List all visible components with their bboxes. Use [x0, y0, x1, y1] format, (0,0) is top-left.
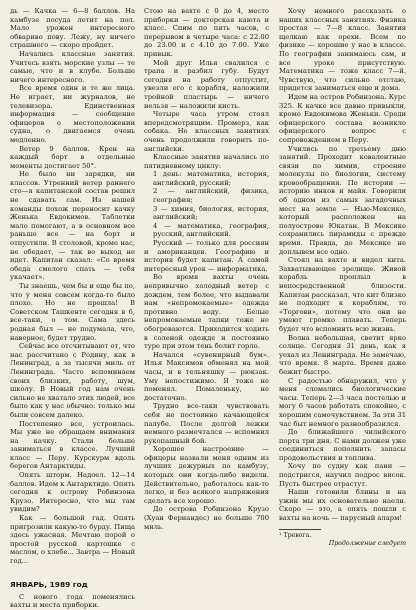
column-right [279, 7, 406, 548]
schedule-item: 1 день: математика, история, английский, русский; [153, 170, 269, 187]
paragraph: Опять шторм. Надоел. 12—14 баллов. Идем к Антарктиде. Опять сегодня к острову Робинзона Крузо. Интересно, что мы там увидим? [10, 471, 135, 514]
paragraph: Ты знаешь, чем бы и еще бы по, что у меня совсем когда-то было плохо. Но не прошла! В Советском Ташкенте сегодня в 6, все-таки, о том. Сама здесь родная был — не подумала, что, наверное, будет трудно. [10, 282, 135, 342]
paragraph: Во время вахты очень непривычно холодный ветер с дождем, тем более, что выдавали нам «непромокаемые» одежда противно воду. Белые непромокаемые тапки тоже не обогреваются. Приходится ходить в соленой одежде и постоянно туре при этом тень болит горло. [144, 273, 269, 351]
paragraph: До острова Робинзона Крузо (Хуан Фернандес) не больше 700 миль. [144, 505, 269, 531]
paragraph: Наши готовили блины и на ужин мы их основательно наели. Скоро — это, а опять пошли с вахты на ночь — парусный аларм! [279, 488, 406, 523]
paragraph: Хорошее настроение — офицеры назвали меня одним из лучших дежурных по камбузу, которых они когда-либо видели. Действительно, работалось как-то легко, и без всякого напряжения сделать все хорошо. [144, 445, 269, 505]
paragraph: Как — большой гад. Опять пригрозили какую-то бурду. Пища здесь ужасная. Мечтаю порой о простой русской картошке с маслом, о хлебе... Завтра — Новый год... [10, 514, 135, 565]
paragraph: Трудно все-таки чувствовать себя не постоянно качающейся палубе. После долгой лежки немного размечтался — вспомнил рукопашный бой. [144, 402, 269, 445]
paragraph: Русский — только для россиян и американцев. Географию и история будет капитан. А самой интересный урок — информатика. [144, 239, 269, 273]
paragraph: С нового года поменялись вахты и места приборки. [10, 592, 135, 610]
paragraph: Ветер 9 баллов. Крен на каждый борт в отдельные моменты достигает 50°. [10, 144, 135, 170]
paragraph: Хочу немного рассказать о наших классных занятиях. Физика простая — 7—8 класс. Занятия щелкаю как орехи. Всем по физике — хорошие у нас в классе. По географии занимаюсь сам, и все уроке присутствую. Математика — тоже класс 7—й. Чувствую, что сильно отстаю, придется заниматься еще и дома. [279, 7, 406, 93]
paragraph: Классные занятия начались по пятидневному циклу: [144, 153, 269, 170]
column-middle [144, 7, 269, 531]
paragraph: Стою на вахте с 0 до 4, место приборки — докторская каюта и класс. Спим по пять часов, с перерывом в четыре часа: с 22.00 до 23.00 и с 4.10 до 7.00. Уже привык. [144, 7, 269, 58]
paragraph: С радостью обнаружил, что у меня сломались биологические часы. Теперь 2—3 часа постелью и могу 6 часов работать спокойно, с хорошим самочувствием. За эти 31 час быт немного разнообразился. [279, 376, 406, 428]
paragraph: Учились по третьему дню занятий. Проходит ковалентные связи по химии, строение молекулы по биологии, систему кровообращения. По истории — историю инков и майя. Говорили об одном из самых загадочных мест на земле — Нью-Мексико, который расположен на полуострове Юкатан. В Мексике сохранились пирамиды с прежде время. Правда, до Мексике не доплывем все одно. [279, 144, 406, 256]
paragraph: Волна небольшая, светит ярко солнце. Сегодня 31 день, как я уехал из Ленинграда. Не замечаю, что время. 8 марта. Время даже бежит быстро. [279, 333, 406, 376]
paragraph: Стоял на вахте и видел кита. Захватывающее зрелище. Живой корабль проплыл в непосредственной близости. Капитан рассказал, что кит близко не подходит к кораблям, то «Торгови», потому что они не умеют громко плавать. Теперь будет что вспомнить всю жизнь. [279, 256, 406, 333]
paragraph: Постепенно все, устроилась. Мы уже не обращаем внимания на качку. Стали больше заниматься в классе. Лучший класс — Перу. Курскурм вдоль берегов Антарктиды. [10, 419, 135, 471]
paragraph: дь — Качка — 6—8 баллов. На камбузе посуда летит на пол. Мало урожен интересного обвариво пову. Лежу, ну ничего страшного — скоро пройдет. [10, 7, 135, 50]
paragraph: Идем на остров Робинзона. Курс 325. К качке все давно привыкли, кроме Евдокимова Женьки. Среди офицерского состава возникло офицерского вопрос с сопровождением в Перу. [279, 92, 406, 144]
paragraph: Четыре часа утром стоял впередсмотрящим. Промерз, как собака. Не классных занятиях очень продолжили говорить по-английски. [144, 110, 269, 153]
footnote-divider [279, 529, 321, 530]
paragraph: До ближайшего чилийского порта три дня. С нами должен уже соединиться пополнить запасы продовольствия и топлива. [279, 428, 406, 462]
schedule-item: 3 — химия, биология, история, английский; [153, 204, 269, 222]
paragraph: Начался «сувенирный бум». Илья Максимов обменял на мой часы, и в тельняшку — рюкзак. Уму непостижимо. Я тоже не поменял. Помаленьку, не достаточно. [144, 350, 269, 402]
schedule-item: 4 — математика, география, русский, английский. [153, 221, 269, 239]
paragraph: Начались классные занятия. Учитесь взять морские узлы — те самые, что и в клубе. Больше ничего интересного. [10, 49, 135, 84]
paragraph: Мой друг Илья свалился с трапа и разбил губу. Будут сегодня на работу отпустит, увезли его с корабля, наложили тройной пластырь — ничего нельзя — наложили кисть. [144, 58, 269, 110]
paragraph: Хочу по судну как пани — подстригся, научил подрос висок. Пусть быстрее отрастут. [279, 462, 406, 488]
paragraph: Сейчас все отсчитывают от, что нас рассчитано с Родину, как в Ленинград, а за тысячи миль от Ленинграда. Часто вспоминаем своих близких, работу, шум, школу. В Новый год нам очень сильно не хватало этих людей, все было как у нас обычно: только мы были совсем далеко. [10, 342, 135, 419]
schedule-list [144, 170, 269, 239]
column-left [10, 7, 135, 610]
schedule-item: 2 — английский, физика, география; [153, 187, 269, 205]
continued-note: Продолжение следует [328, 539, 406, 547]
paragraph: Не было ни зарядки, ни классов. Утренний ветер раннего сто—я капитанской состав решил не сдавать сам. Из нашей команды похож переносит качку Женька Евдокимов. Таблетки мало помогают, а в основном все раньше все — на борт и отпустили. В столовой, кроме нас, не обедает, — так во выход не идет. Капитан сказал: «Со время обеда смелого спать — тебя укачает». [10, 170, 135, 282]
footnote: ¹ Тревога. [279, 531, 312, 539]
paragraph: Все время один и те же лица. Не играет, ни журналов, не телевизора. Единственная информация — сообщение офицеров о местоположении судна, о двигаемся очень медленно. [10, 84, 135, 144]
date-heading: ЯНВАРЬ, 1989 год [10, 579, 88, 589]
